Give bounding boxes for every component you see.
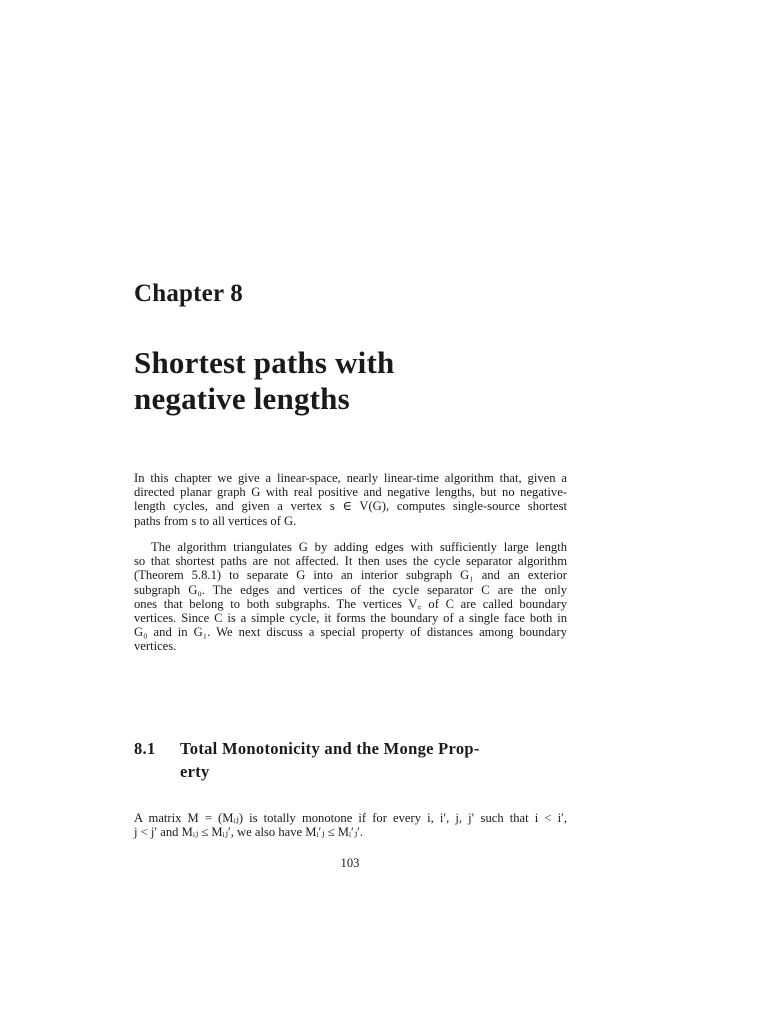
text-line: G₀ and in G₁. We next discuss a special property of distances among boundary — [134, 625, 567, 640]
intro-paragraph-1 — [134, 471, 567, 528]
text-line: vertices. Since C is a simple cycle, it forms the boundary of a single face both in — [134, 611, 567, 626]
text-line: paths from s to all vertices of G. — [134, 513, 297, 528]
text-line: so that shortest paths are not affected. It then uses the cycle separator algorithm — [134, 554, 567, 569]
intro-paragraph-2 — [134, 540, 567, 654]
chapter-title-line-1: Shortest paths with — [134, 345, 395, 380]
text-line: length cycles, and given a vertex s ∈ V(G), computes single-source shortest — [134, 499, 567, 514]
section-title-line-1: Total Monotonicity and the Monge Prop- — [180, 739, 480, 758]
text-line: directed planar graph G with real positive and negative lengths, but no negative- — [134, 485, 567, 500]
text-line: A matrix M = (Mᵢⱼ) is totally monotone if for every i, i′, j, j′ such that i < i′, — [134, 811, 567, 825]
page-number: 103 — [340, 856, 360, 870]
section-title-line-2: erty — [180, 762, 210, 781]
text-line: j < j′ and Mᵢⱼ ≤ Mᵢⱼ′, we also have Mᵢ′ⱼ ≤ Mᵢ′ⱼ′. — [134, 825, 364, 840]
chapter-title-line-2: negative lengths — [134, 381, 350, 416]
text-line: subgraph G₀. The edges and vertices of the cycle separator C are the only — [134, 582, 567, 597]
text-line: The algorithm triangulates G by adding edges with sufficiently large length — [151, 540, 567, 554]
section-number: 8.1 — [134, 739, 156, 758]
chapter-title — [134, 345, 604, 417]
text-line: (Theorem 5.8.1) to separate G into an interior subgraph G₁ and an exterior — [134, 568, 567, 583]
text-line: In this chapter we give a linear-space, nearly linear-time algorithm that, given a — [134, 471, 567, 485]
text-line: vertices. — [134, 639, 177, 654]
text-line: ones that belong to both subgraphs. The vertices V꜀ of C are called boundary — [134, 596, 567, 611]
chapter-label: Chapter 8 — [134, 280, 243, 307]
section-paragraph-1 — [134, 811, 567, 839]
